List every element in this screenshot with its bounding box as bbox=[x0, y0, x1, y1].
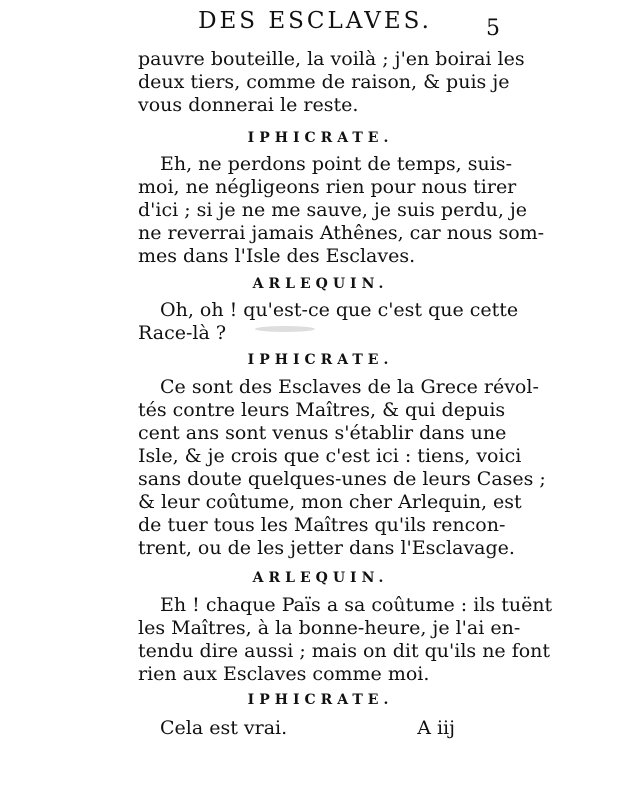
text-block bbox=[138, 299, 519, 345]
text-line: trent, ou de les jetter dans l'Esclavage. bbox=[138, 537, 515, 559]
text-block bbox=[138, 376, 546, 560]
speaker-name: IPHICRATE. bbox=[247, 692, 394, 708]
text-line: Ce sont des Esclaves de la Grece révol- bbox=[160, 376, 539, 398]
text-block bbox=[138, 153, 545, 268]
text-line: sans doute quelques-unes de leurs Cases ; bbox=[138, 468, 546, 490]
text-line: les Maîtres, à la bonne-heure, je l'ai en- bbox=[138, 617, 521, 639]
speaker-name: IPHICRATE. bbox=[247, 130, 394, 146]
text-line: Isle, & je crois que c'est ici : tiens, voici bbox=[138, 445, 522, 467]
ink-smudge bbox=[255, 326, 315, 332]
page-number: 5 bbox=[486, 16, 500, 41]
text-line: deux tiers, comme de raison, & puis je bbox=[138, 71, 510, 93]
text-line: mes dans l'Isle des Esclaves. bbox=[138, 245, 416, 267]
text-line: tés contre leurs Maîtres, & qui depuis bbox=[138, 399, 506, 421]
text-line: Race-là ? bbox=[138, 322, 227, 344]
speaker-name: ARLEQUIN. bbox=[252, 570, 389, 586]
text-line: d'ici ; si je ne me sauve, je suis perdu, je bbox=[138, 199, 528, 221]
text-line: & leur coûtume, mon cher Arlequin, est bbox=[138, 491, 522, 513]
text-line: vous donnerai le reste. bbox=[138, 94, 359, 116]
text-block bbox=[138, 594, 553, 686]
text-line: ne reverrai jamais Athênes, car nous som- bbox=[138, 222, 545, 244]
signature-mark: A iij bbox=[417, 717, 455, 739]
final-line bbox=[160, 717, 455, 739]
text-line: rien aux Esclaves comme moi. bbox=[138, 663, 430, 685]
text-line: moi, ne négligeons rien pour nous tirer bbox=[138, 176, 517, 198]
text-line: de tuer tous les Maîtres qu'ils rencon- bbox=[138, 514, 506, 536]
text-line: cent ans sont venus s'établir dans une bbox=[138, 422, 507, 444]
text-line: pauvre bouteille, la voilà ; j'en boirai les bbox=[138, 48, 525, 70]
text-line: Oh, oh ! qu'est-ce que c'est que cette bbox=[160, 299, 519, 321]
text-line: Eh, ne perdons point de temps, suis- bbox=[160, 153, 512, 175]
text-line: tendu dire aussi ; mais on dit qu'ils ne font bbox=[138, 640, 551, 662]
text-block bbox=[138, 48, 525, 117]
speaker-name: IPHICRATE. bbox=[247, 352, 394, 368]
text-line: Eh ! chaque Païs a sa coûtume : ils tuënt bbox=[160, 594, 553, 616]
running-title: DES ESCLAVES. bbox=[198, 8, 432, 34]
speaker-name: ARLEQUIN. bbox=[252, 276, 389, 292]
final-text: Cela est vrai. bbox=[160, 717, 288, 739]
